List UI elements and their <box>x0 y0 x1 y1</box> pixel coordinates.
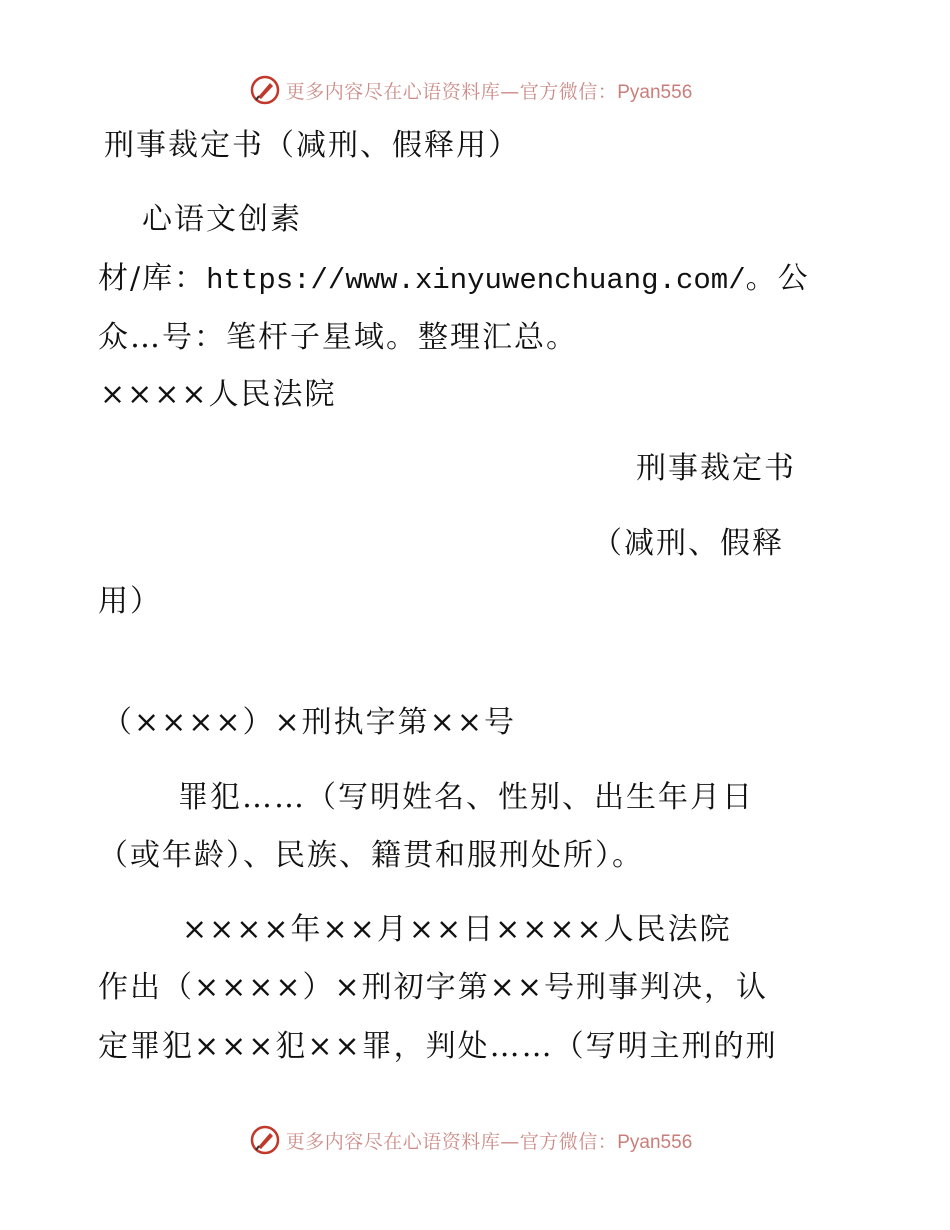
document-title: 刑事裁定书 <box>636 451 796 486</box>
source-url-link[interactable]: https://www.xinyuwenchuang.com/ <box>206 264 746 297</box>
banner-text: 更多内容尽在心语资料库—官方微信：Pyan556 <box>285 80 693 103</box>
page-heading: 刑事裁定书（减刑、假释用） <box>104 128 520 163</box>
body-line-5: 定罪犯×××犯××罪，判处……（写明主刑的刑 <box>98 1029 778 1064</box>
header-watermark-banner <box>0 70 950 110</box>
body-line-4: 作出（××××）×刑初字第××号刑事判决，认 <box>98 970 768 1005</box>
body-line-2: （或年龄）、民族、籍贯和服刑处所）。 <box>98 838 644 873</box>
court-name: ××××人民法院 <box>100 377 337 412</box>
banner-text: 更多内容尽在心语资料库—官方微信：Pyan556 <box>285 1130 693 1153</box>
document-subtitle-part2: 用） <box>98 584 162 619</box>
source-line-3: 众…号：笔杆子星域。整理汇总。 <box>98 320 578 355</box>
case-number: （××××）×刑执字第××号 <box>102 705 516 740</box>
source-line-2: 材/库：https://www.xinyuwenchuang.com/。公 <box>98 261 810 297</box>
document-subtitle-part1: （减刑、假释 <box>592 526 784 561</box>
quill-logo-icon <box>250 1125 280 1155</box>
quill-logo-icon <box>250 75 280 105</box>
source-line-1: 心语文创素 <box>142 202 302 237</box>
footer-watermark-banner <box>0 1120 950 1160</box>
body-line-1: 罪犯……（写明姓名、性别、出生年月日 <box>178 780 754 815</box>
body-line-3: ××××年××月××日××××人民法院 <box>182 912 732 947</box>
